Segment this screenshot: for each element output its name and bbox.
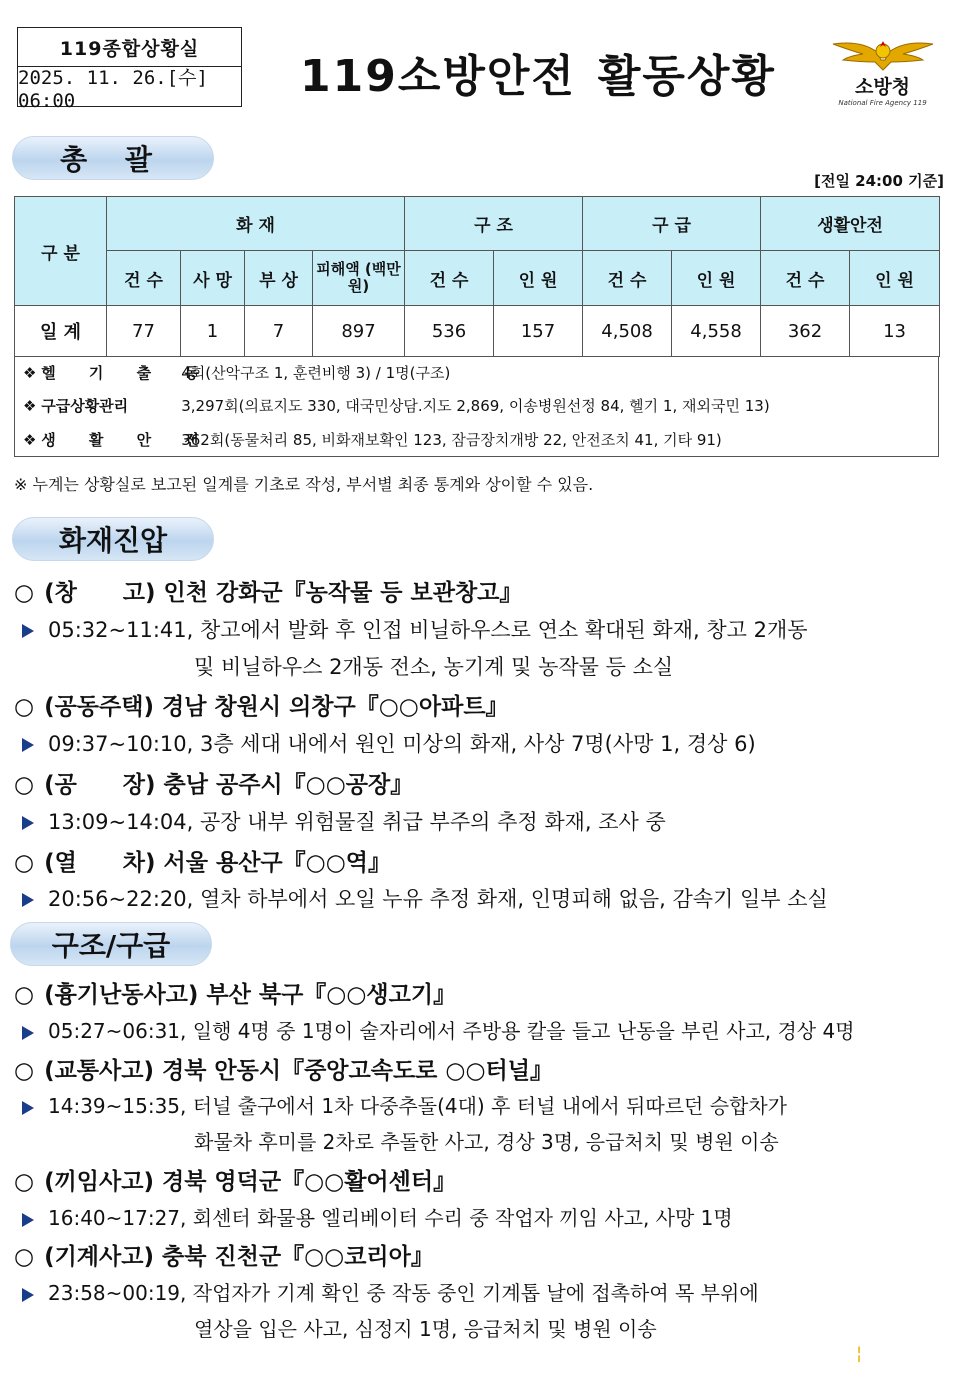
note-text: 4회(산악구조 1, 훈련비행 3) / 1명(구조): [181, 364, 451, 382]
rescue-item-detail: [22, 1202, 733, 1231]
detail-text: 09:37~10:10, 3층 세대 내에서 원인 미상의 화재, 사상 7명(사망 1, 경상 6): [48, 732, 756, 756]
agency-name: 소방청: [854, 76, 911, 98]
arrow-bullet-icon: [22, 816, 34, 830]
arrow-bullet-icon: [22, 1026, 34, 1040]
circle-bullet-icon: ○: [14, 580, 35, 606]
header-life-safety: 생활안전: [761, 197, 940, 251]
section-summary-label: [12, 136, 214, 180]
arrow-bullet-icon: [22, 738, 34, 752]
circle-bullet-icon: ○: [14, 1058, 35, 1084]
circle-bullet-icon: ○: [14, 1169, 35, 1195]
fire-item-title: [14, 688, 509, 721]
subheader-cell: 건 수: [761, 251, 850, 306]
rescue-item-title: [14, 976, 456, 1009]
emblem-icon: [831, 36, 935, 74]
summary-table: [14, 196, 940, 357]
title-part2: 활동상황: [597, 51, 776, 102]
header-fire: 화 재: [107, 197, 405, 251]
circle-bullet-icon: ○: [14, 772, 35, 798]
rescue-item-detail: [22, 1015, 855, 1044]
arrow-bullet-icon: [22, 893, 34, 907]
item-title-text: (열 차) 서울 용산구『○○역』: [44, 850, 391, 876]
item-title-text: (공 장) 충남 공주시『○○공장』: [44, 772, 414, 798]
value-cell: 157: [494, 306, 583, 357]
fire-item-title: [14, 574, 522, 607]
office-name: 119종합상황실: [18, 28, 241, 67]
row-label-daily: 일 계: [15, 306, 107, 357]
item-title-text: (창 고) 인천 강화군『농작물 등 보관창고』: [44, 580, 523, 606]
footnote: ※ 누계는 상황실로 보고된 일계를 기초로 작성, 부서별 최종 통계와 상이할 수 있음.: [14, 475, 594, 494]
rescue-item-title: [14, 1238, 434, 1271]
title-part1: 119소방안전: [300, 51, 576, 102]
note-helicopter: ❖ 헬 기 출 동4회(산악구조 1, 훈련비행 3) / 1명(구조): [23, 364, 451, 382]
value-cell: 1: [181, 306, 245, 357]
fire-label-text: 화재진압: [58, 524, 168, 557]
item-title-text: (끼임사고) 경북 영덕군『○○활어센터』: [44, 1169, 457, 1195]
circle-bullet-icon: ○: [14, 1244, 35, 1270]
fire-item-title: [14, 766, 413, 799]
subheader-cell: 건 수: [405, 251, 494, 306]
report-header-box: [17, 27, 242, 112]
note-key: 구급상황관리: [41, 397, 129, 415]
section-rescue-label: [10, 922, 212, 966]
fire-item-detail: [22, 614, 808, 644]
header-ems: 구 급: [583, 197, 761, 251]
value-cell: 4,558: [672, 306, 761, 357]
fire-item-detail: [22, 883, 828, 913]
rescue-item-title: [14, 1052, 553, 1085]
item-title-text: (흉기난동사고) 부산 북구『○○생고기』: [44, 982, 457, 1008]
arrow-bullet-icon: [22, 1288, 34, 1302]
rescue-item-title: [14, 1163, 456, 1196]
detail-text: 05:32~11:41, 창고에서 발화 후 인접 비닐하우스로 연소 확대된 화재, 창고 2개동: [48, 618, 808, 642]
arrow-bullet-icon: [22, 624, 34, 638]
basis-time: [전일 24:00 기준]: [814, 172, 944, 190]
detail-text: 13:09~14:04, 공장 내부 위험물질 취급 부주의 추정 화재, 조사 중: [48, 810, 666, 834]
note-ems-management: ❖ 구급상황관리 3,297회(의료지도 330, 대국민상담.지도 2,869, 이송병원선정 84, 헬기 1, 재외국민 13): [23, 397, 770, 415]
report-datetime: 2025. 11. 26.[수] 06:00: [18, 66, 208, 112]
value-cell: 4,508: [583, 306, 672, 357]
page-title: [300, 40, 776, 104]
rescue-item-detail-cont: 화물차 후미를 2차로 추돌한 사고, 경상 3명, 응급처치 및 병원 이송: [194, 1130, 779, 1154]
value-cell: 536: [405, 306, 494, 357]
section-fire-label: [12, 517, 214, 561]
detail-text: 16:40~17:27, 회센터 화물용 엘리베이터 수리 중 작업자 끼임 사고, 사망 1명: [48, 1206, 733, 1230]
header-category: 구 분: [15, 197, 107, 306]
subheader-cell: 건 수: [107, 251, 181, 306]
subheader-cell: 피해액 (백만원): [313, 251, 405, 306]
subheader-cell: 인 원: [850, 251, 940, 306]
fire-item-detail: [22, 728, 756, 758]
note-key: 생 활 안 전: [41, 431, 213, 449]
detail-text: 05:27~06:31, 일행 4명 중 1명이 술자리에서 주방용 칼을 들고 난동을 부린 사고, 경상 4명: [48, 1019, 855, 1043]
value-cell: 7: [245, 306, 313, 357]
cursor-mark-icon: ¦: [856, 1343, 863, 1364]
subheader-cell: 부 상: [245, 251, 313, 306]
arrow-bullet-icon: [22, 1101, 34, 1115]
fire-item-detail-cont: 및 비닐하우스 2개동 전소, 농기계 및 농작물 등 소실: [194, 655, 674, 679]
item-title-text: (기계사고) 충북 진천군『○○코리아』: [44, 1244, 434, 1270]
subheader-cell: 인 원: [494, 251, 583, 306]
agency-logo: [830, 36, 935, 107]
circle-bullet-icon: ○: [14, 982, 35, 1008]
rescue-label-text: 구조/구급: [51, 929, 171, 962]
value-cell: 13: [850, 306, 940, 357]
subheader-cell: 건 수: [583, 251, 672, 306]
detail-text: 14:39~15:35, 터널 출구에서 1차 다중추돌(4대) 후 터널 내에서 뒤따르던 승합차가: [48, 1094, 787, 1118]
subheader-cell: 인 원: [672, 251, 761, 306]
note-key: 헬 기 출 동: [41, 364, 213, 382]
summary-notes: [14, 356, 939, 457]
item-title-text: (교통사고) 경북 안동시『중앙고속도로 ○○터널』: [44, 1058, 553, 1084]
fire-item-detail: [22, 806, 666, 836]
rescue-item-detail: [22, 1277, 759, 1306]
detail-text: 23:58~00:19, 작업자가 기계 확인 중 작동 중인 기계톱 날에 접촉하여 목 부위에: [48, 1281, 759, 1305]
note-text: 3,297회(의료지도 330, 대국민상담.지도 2,869, 이송병원선정 84, 헬기 1, 재외국민 13): [181, 397, 770, 415]
fire-item-title: [14, 844, 391, 877]
header-rescue: 구 조: [405, 197, 583, 251]
circle-bullet-icon: ○: [14, 850, 35, 876]
rescue-item-detail: [22, 1090, 787, 1119]
summary-label-text: 총 괄: [60, 143, 166, 176]
detail-text: 20:56~22:20, 열차 하부에서 오일 누유 추정 화재, 인명피해 없음, 감속기 일부 소실: [48, 887, 828, 911]
note-text: 362회(동물처리 85, 비화재보확인 123, 잠금장치개방 22, 안전조치 41, 기타 91): [181, 431, 722, 449]
value-cell: 362: [761, 306, 850, 357]
circle-bullet-icon: ○: [14, 694, 35, 720]
value-cell: 897: [313, 306, 405, 357]
value-cell: 77: [107, 306, 181, 357]
agency-english-name: National Fire Agency 119: [838, 99, 927, 107]
arrow-bullet-icon: [22, 1213, 34, 1227]
subheader-cell: 사 망: [181, 251, 245, 306]
item-title-text: (공동주택) 경남 창원시 의창구『○○아파트』: [44, 694, 509, 720]
rescue-item-detail-cont: 열상을 입은 사고, 심정지 1명, 응급처치 및 병원 이송: [194, 1317, 657, 1341]
note-life-safety: ❖ 생 활 안 전362회(동물처리 85, 비화재보확인 123, 잠금장치개방 22, 안전조치 41, 기타 91): [23, 431, 722, 449]
